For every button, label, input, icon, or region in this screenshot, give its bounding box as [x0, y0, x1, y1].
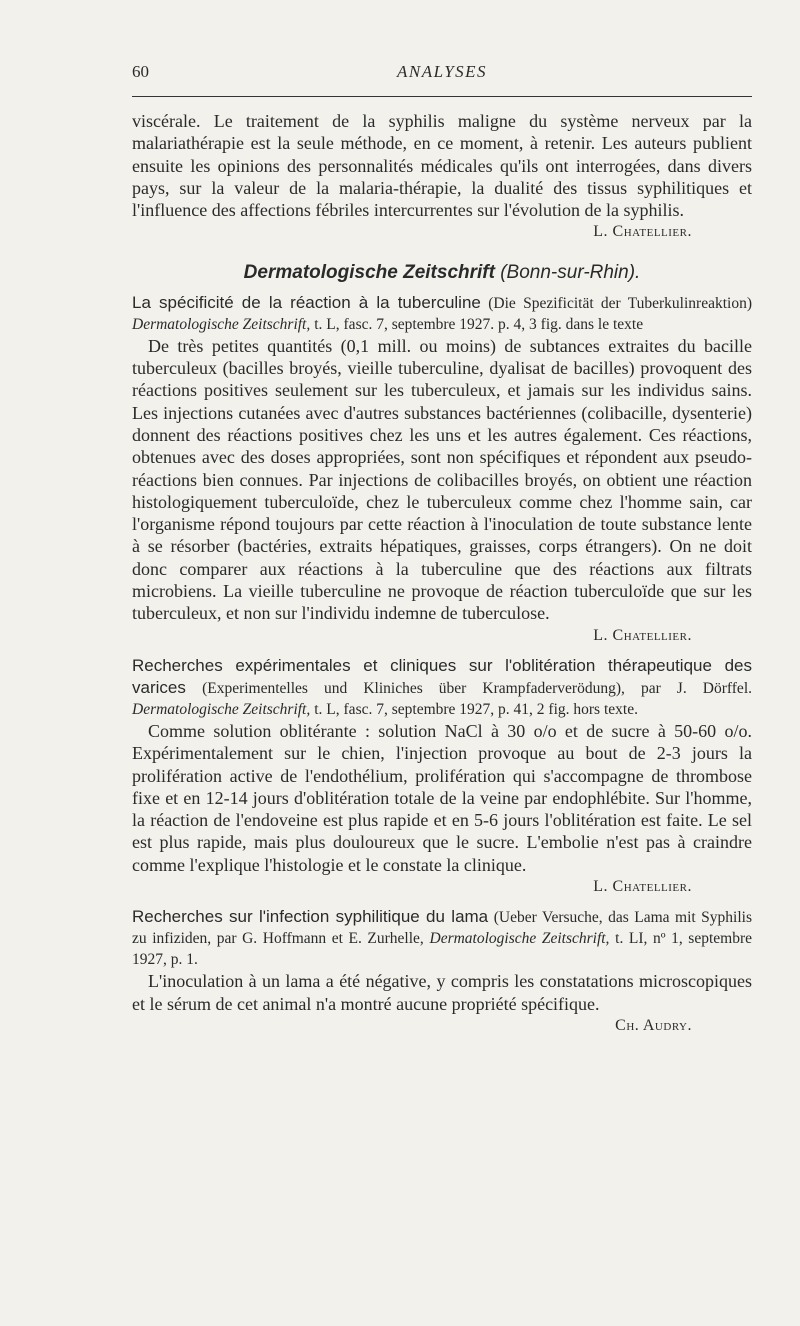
article-1-signature: L. Chatellier.: [593, 626, 692, 644]
article-3-ref-original: (Ueber Versuche, das Lama mit Syphilis zu infiziden, par G. Hoffmann et E. Zurhelle,: [132, 909, 752, 948]
article-1-title-block: [132, 292, 752, 335]
article-2-ref-details: t. L, fasc. 7, septembre 1927, p. 41, 2 fig. hors texte.: [314, 700, 638, 718]
running-title: ANALYSES: [396, 62, 488, 81]
article-2-ref-original: (Experimentelles und Kliniches über Krampfaderverödung), par J. Dörffel.: [202, 679, 752, 697]
article-1-title: La spécificité de la réaction à la tuberculine: [132, 292, 481, 312]
article-3-title-block: [132, 906, 752, 970]
page-number: 60: [132, 62, 149, 81]
article-3-signature: Ch. Audry.: [615, 1016, 692, 1034]
article-1-body: De très petites quantités (0,1 mill. ou moins) de subtances extraites du bacille tuberculeux (bacilles broyés, vieille tuberculine, dyalisat de bacilles) provoquent des réactions positives seulement sur les tuberculeux, et jamais sur les individus sains. Les injections cutanées avec d'autres substances bactériennes (colibacille, dysenterie) donnent des réactions positives chez les uns et les autres également. Ces réactions, obtenues avec des doses appropriées, sont non spécifiques et répondent aux pseudo-réactions bien connues. Par injections de colibacilles broyés, on obtient une réaction histologiquement tuberculoïde, chez le tuberculeux comme chez l'homme sain, car l'organisme répond toujours par cette réaction à l'inoculation de toute substance lente à se résorber (bactéries, extraits hépatiques, graisses, corps étrangers). On ne doit donc comparer aux réactions à la tuberculine que des réactions aux filtrats microbiens. La vieille tuberculine ne provoque de réaction tuberculoïde que sur les tuberculeux, et non sur l'individu indemne de tuberculose.: [132, 335, 752, 624]
article-2-ref-journal: Dermatologische Zeitschrift,: [132, 700, 311, 718]
article-2-body: Comme solution oblitérante : solution NaCl à 30 o/o et de sucre à 50-60 o/o. Expérimentalement sur le chien, l'injection provoque au bout de 2-3 jours la prolifération active de l'endothélium, prolifération qui s'accompagne de thrombose fixe et en 12-14 jours d'oblitération totale de la veine par endophlébite. Sur l'homme, la réaction de l'endoveine est plus rapide et en 5-6 jours l'oblitération est faite. Le sel est plus rapide, mais plus douloureux que le sucre. L'embolie n'est pas à craindre comme l'explique l'histologie et le constate la clinique.: [132, 720, 752, 875]
article-2-title: Recherches expérimentales et cliniques sur l'oblitération thérapeutique des varices: [132, 655, 752, 697]
body-text: [132, 110, 752, 1037]
journal-name: Dermatologische Zeitschrift: [243, 261, 495, 283]
intro-paragraph: viscérale. Le traitement de la syphilis maligne du système nerveux par la malariathérapie est la seule méthode, en ce moment, à retenir. Les auteurs publient ensuite les opinions des personnalités médicales qu'ils ont interrogées, dans divers pays, sur la valeur de la malaria-thérapie, la dualité des tissus syphilitiques et l'influence des affections fébriles intercurrentes sur l'évolution de la syphilis.: [132, 111, 752, 221]
journal-heading: [132, 262, 752, 284]
journal-place: (Bonn-sur-Rhin).: [500, 261, 641, 283]
article-1-ref-details: t. L, fasc. 7, septembre 1927. p. 4, 3 fig. dans le texte: [314, 315, 644, 333]
article-3-body: L'inoculation à un lama a été négative, y compris les constatations microscopiques et le sérum de cet animal n'a montré aucune propriété spécifique.: [132, 971, 752, 1014]
article-3-title: Recherches sur l'infection syphilitique du lama: [132, 907, 489, 927]
article-3-ref-journal: Dermatologische Zeitschrift,: [429, 930, 610, 948]
article-2-signature: L. Chatellier.: [593, 878, 692, 896]
intro-signature: L. Chatellier.: [593, 223, 692, 241]
header-rule: [132, 96, 752, 97]
article-2-title-block: [132, 655, 752, 720]
article-3-ref-details: t. LI, nº 1, septembre 1927, p. 1.: [132, 930, 752, 969]
article-1-ref-journal: Dermatologische Zeitschrift,: [132, 315, 311, 333]
running-header: [132, 62, 752, 86]
article-1-ref-original: (Die Spezificität der Tuberkulinreaktion): [488, 294, 752, 312]
